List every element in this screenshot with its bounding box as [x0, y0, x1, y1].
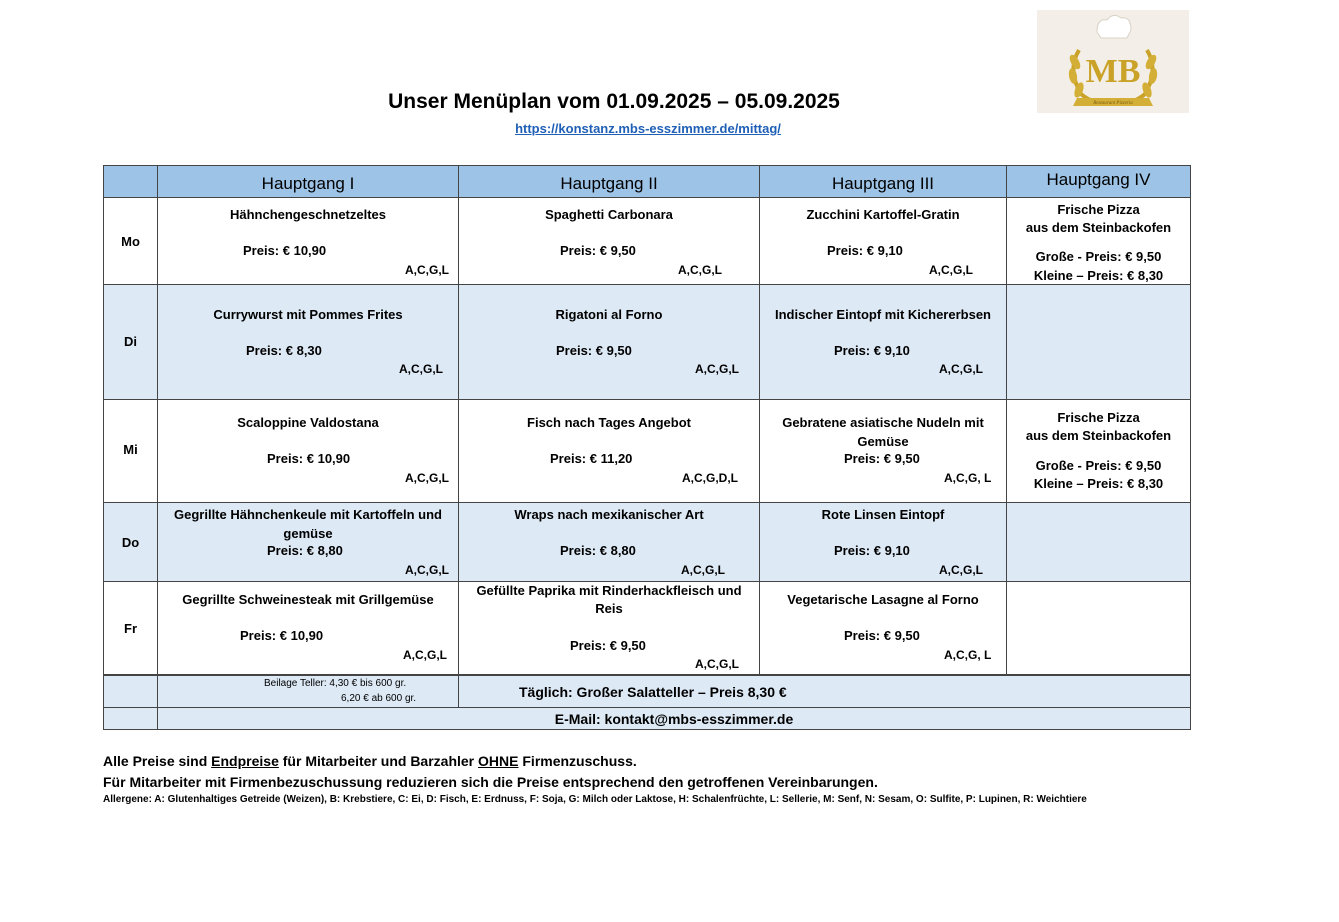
dish-name: Vegetarische Lasagne al Forno: [787, 592, 979, 607]
dish-price: Preis: € 10,90: [267, 451, 351, 466]
meal-cell: [157, 581, 459, 675]
price-note-emphasis: OHNE: [478, 753, 519, 769]
meal-cell: [759, 399, 1007, 503]
column-header-label: Hauptgang II: [560, 174, 658, 193]
page-title: Unser Menüplan vom 01.09.2025 – 05.09.2025: [388, 90, 840, 113]
column-header: [1006, 165, 1191, 198]
empty-cell: [103, 674, 158, 708]
dish-name: Currywurst mit Pommes Frites: [213, 307, 403, 322]
price-note-text: Alle Preise sind: [103, 753, 212, 769]
dish-allergens: A,C,G,L: [695, 657, 739, 671]
menu-table: [103, 165, 1191, 730]
price-note-emphasis: Endpreise: [211, 753, 279, 769]
day-label: Fr: [124, 621, 137, 636]
dish-allergens: A,C,G,L: [405, 263, 449, 277]
dish-name: Frische Pizza: [1057, 202, 1140, 217]
price-note-text: Firmenzuschuss.: [518, 753, 637, 769]
dish-price: Preis: € 9,10: [834, 543, 910, 558]
dish-price: Preis: € 9,10: [827, 243, 903, 258]
day-label: Do: [121, 535, 140, 550]
dish-allergens: A,C,G,L: [939, 563, 983, 577]
dish-allergens: A,C,G, L: [944, 648, 992, 662]
dish-name: Gegrillte Schweinesteak mit Grillgemüse: [182, 592, 434, 607]
day-cell: [103, 197, 158, 285]
dish-name: Rigatoni al Forno: [555, 307, 663, 322]
dish-allergens: A,C,G,L: [929, 263, 973, 277]
daily-salad-offer: Täglich: Großer Salatteller – Preis 8,30 €: [519, 684, 787, 700]
day-label: Mo: [121, 234, 140, 249]
dish-name: Indischer Eintopf mit Kichererbsen: [775, 307, 991, 322]
svg-text:MB: MB: [1085, 53, 1141, 90]
salad-cell: [458, 674, 1191, 708]
dish-name: Rote Linsen Eintopf: [821, 507, 945, 522]
dish-allergens: A,C,G,L: [681, 563, 725, 577]
dish-name: Fisch nach Tages Angebot: [527, 415, 691, 430]
side-plate-cell: [157, 674, 459, 708]
day-cell: [103, 399, 158, 503]
dish-price: Preis: € 9,50: [556, 343, 632, 358]
dish-allergens: A,C,G,L: [695, 362, 739, 376]
column-header-label: Hauptgang IV: [1046, 170, 1151, 189]
meal-cell: [157, 284, 459, 400]
meal-cell: [157, 399, 459, 503]
day-label: Di: [124, 334, 137, 349]
meal-cell: [458, 399, 760, 503]
dish-allergens: A,C,G,L: [399, 362, 443, 376]
column-header: [458, 165, 760, 198]
dish-allergens: A,C,G,D,L: [682, 471, 738, 485]
dish-name: Zucchini Kartoffel-Gratin: [806, 207, 960, 222]
day-label: Mi: [123, 442, 138, 457]
menu-link[interactable]: https://konstanz.mbs-esszimmer.de/mittag/: [515, 121, 781, 136]
price-note: [103, 753, 637, 769]
subsidy-note: Für Mitarbeiter mit Firmenbezuschussung reduzieren sich die Preise entsprechend den getroffenen Vereinbarungen.: [103, 774, 878, 790]
meal-cell: [458, 581, 760, 675]
dish-allergens: A,C,G,L: [403, 648, 447, 662]
meal-cell: [458, 502, 760, 582]
dish-allergens: A,C,G,L: [678, 263, 722, 277]
dish-price: Preis: € 9,50: [570, 638, 646, 653]
column-header-label: Hauptgang III: [831, 174, 935, 193]
pizza-price-large: Große - Preis: € 9,50: [1035, 249, 1162, 264]
meal-cell: [157, 197, 459, 285]
dish-name-line2: aus dem Steinbackofen: [1025, 428, 1172, 443]
column-header: [157, 165, 459, 198]
dish-name-line2: Reis: [595, 601, 623, 616]
price-note-text: für Mitarbeiter und Barzahler: [278, 753, 479, 769]
dish-price: Preis: € 9,50: [844, 451, 920, 466]
empty-cell: [1006, 581, 1191, 675]
restaurant-logo: [1037, 10, 1189, 113]
dish-name-line2: gemüse: [283, 526, 333, 541]
svg-text:Restaurant Pizzeria: Restaurant Pizzeria: [1093, 101, 1133, 106]
empty-cell: [1006, 284, 1191, 400]
dish-price: Preis: € 9,50: [560, 243, 636, 258]
dish-price: Preis: € 8,80: [560, 543, 636, 558]
pizza-price-small: Kleine – Preis: € 8,30: [1033, 268, 1164, 283]
dish-allergens: A,C,G,L: [405, 471, 449, 485]
allergen-legend: Allergene: A: Glutenhaltiges Getreide (Weizen), B: Krebstiere, C: Ei, D: Fisch, E: Erdnuss, F: Soja, G: Milch oder Laktose, H: Schalenfrüchte, L: Sellerie, M: Senf, N: Sesam, O: Sulfite, P: Lupinen, R: Weichtiere: [103, 794, 1087, 805]
dish-allergens: A,C,G,L: [405, 563, 449, 577]
dish-name: Hähnchengeschnetzeltes: [229, 207, 387, 222]
dish-price: Preis: € 9,50: [844, 628, 920, 643]
meal-cell: [759, 284, 1007, 400]
meal-cell: [759, 502, 1007, 582]
dish-allergens: A,C,G,L: [939, 362, 983, 376]
empty-cell: [103, 707, 158, 730]
empty-cell: [1006, 502, 1191, 582]
dish-name: Spaghetti Carbonara: [545, 207, 673, 222]
dish-price: Preis: € 11,20: [550, 451, 633, 466]
meal-cell-pizza: [1006, 399, 1191, 503]
dish-name: Wraps nach mexikanischer Art: [514, 507, 704, 522]
pizza-price-large: Große - Preis: € 9,50: [1035, 458, 1162, 473]
meal-cell: [458, 284, 760, 400]
dish-price: Preis: € 8,30: [246, 343, 322, 358]
dish-price: Preis: € 8,80: [267, 543, 343, 558]
corner-header-cell: [103, 165, 158, 198]
dish-name: Gebratene asiatische Nudeln mit: [782, 415, 984, 430]
dish-price: Preis: € 10,90: [243, 243, 327, 258]
dish-name: Frische Pizza: [1057, 410, 1140, 425]
side-plate-price-2: 6,20 € ab 600 gr.: [341, 693, 417, 704]
email-cell: [157, 707, 1191, 730]
side-plate-price-1: Beilage Teller: 4,30 € bis 600 gr.: [264, 678, 407, 689]
meal-cell: [157, 502, 459, 582]
contact-email[interactable]: E-Mail: kontakt@mbs-esszimmer.de: [554, 711, 794, 727]
dish-price: Preis: € 9,10: [834, 343, 910, 358]
meal-cell: [759, 581, 1007, 675]
pizza-price-small: Kleine – Preis: € 8,30: [1033, 476, 1164, 491]
dish-name: Scaloppine Valdostana: [237, 415, 379, 430]
meal-cell: [759, 197, 1007, 285]
day-cell: [103, 502, 158, 582]
dish-name: Gegrillte Hähnchenkeule mit Kartoffeln und: [174, 507, 442, 522]
column-header-label: Hauptgang I: [261, 174, 355, 193]
dish-price: Preis: € 10,90: [240, 628, 324, 643]
dish-allergens: A,C,G, L: [944, 471, 992, 485]
meal-cell: [458, 197, 760, 285]
meal-cell-pizza: [1006, 197, 1191, 285]
column-header: [759, 165, 1007, 198]
day-cell: [103, 284, 158, 400]
dish-name-line2: Gemüse: [857, 434, 909, 449]
dish-name: Gefüllte Paprika mit Rinderhackfleisch und: [476, 583, 742, 598]
dish-name-line2: aus dem Steinbackofen: [1025, 220, 1172, 235]
day-cell: [103, 581, 158, 675]
